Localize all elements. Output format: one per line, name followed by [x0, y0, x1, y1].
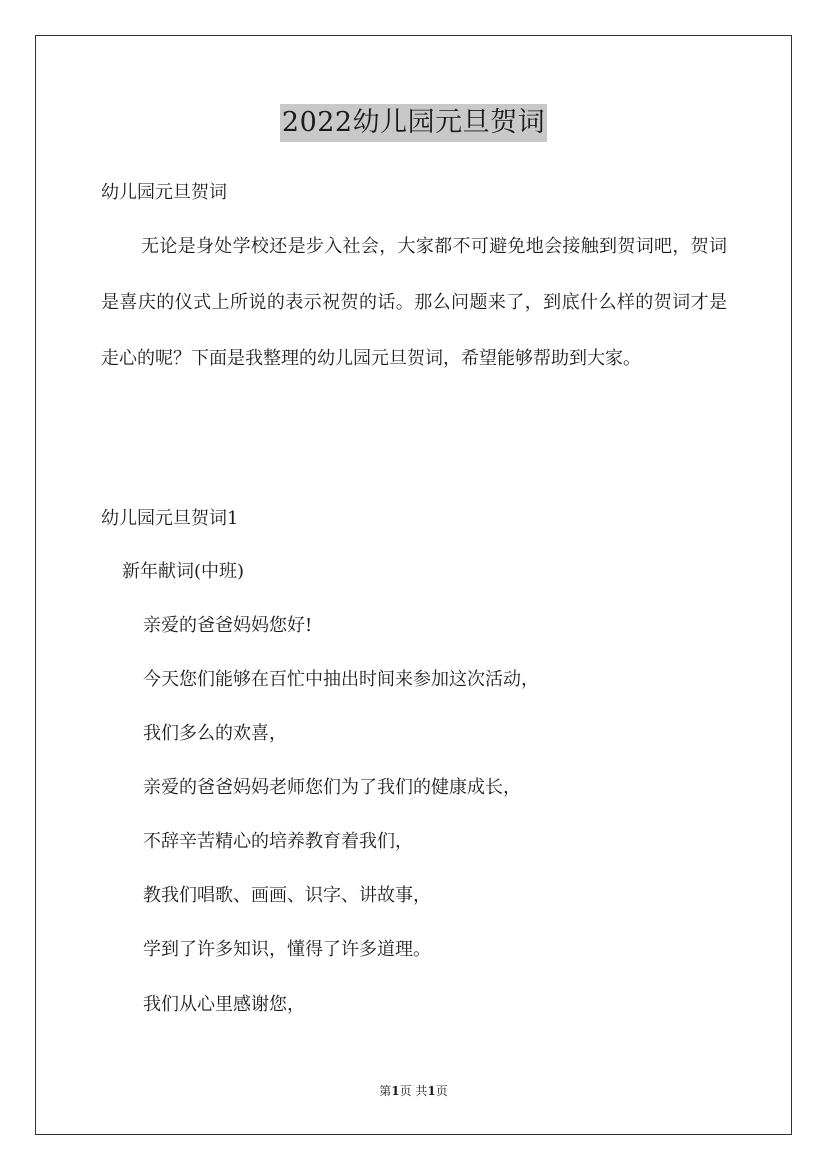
- footer-page-suffix: 页: [435, 1084, 448, 1098]
- body-line: 今天您们能够在百忙中抽出时间来参加这次活动，: [143, 669, 539, 690]
- document-subtitle: 幼儿园元旦贺词: [101, 182, 227, 203]
- body-line: 教我们唱歌、画画、识字、讲故事，: [143, 885, 431, 906]
- document-title: 2022幼儿园元旦贺词: [280, 104, 547, 142]
- body-line: 我们从心里感谢您，: [143, 994, 305, 1015]
- body-line: 亲爱的爸爸妈妈您好!: [143, 615, 313, 636]
- body-line: 我们多么的欢喜，: [143, 723, 287, 744]
- body-line: 学到了许多知识，懂得了许多道理。: [143, 939, 431, 960]
- footer-page-number: 1: [391, 1084, 400, 1098]
- title-container: [0, 104, 827, 142]
- footer-page-prefix: 第: [379, 1084, 392, 1098]
- footer-page-mid: 页 共: [399, 1084, 428, 1098]
- footer-page-total: 1: [427, 1084, 436, 1098]
- intro-paragraph: 无论是身处学校还是步入社会，大家都不可避免地会接触到贺词吧，贺词是喜庆的仪式上所说的表示祝贺的话。那么问题来了，到底什么样的贺词才是走心的呢？下面是我整理的幼儿园元旦贺词，希望能够帮助到大家。: [101, 236, 727, 369]
- page-footer: [0, 1083, 827, 1099]
- body-line: 亲爱的爸爸妈妈老师您们为了我们的健康成长，: [143, 777, 521, 798]
- section-heading: 幼儿园元旦贺词1: [101, 508, 239, 529]
- section-subheading: 新年献词(中班): [122, 561, 245, 582]
- body-line: 不辞辛苦精心的培养教育着我们，: [143, 831, 413, 852]
